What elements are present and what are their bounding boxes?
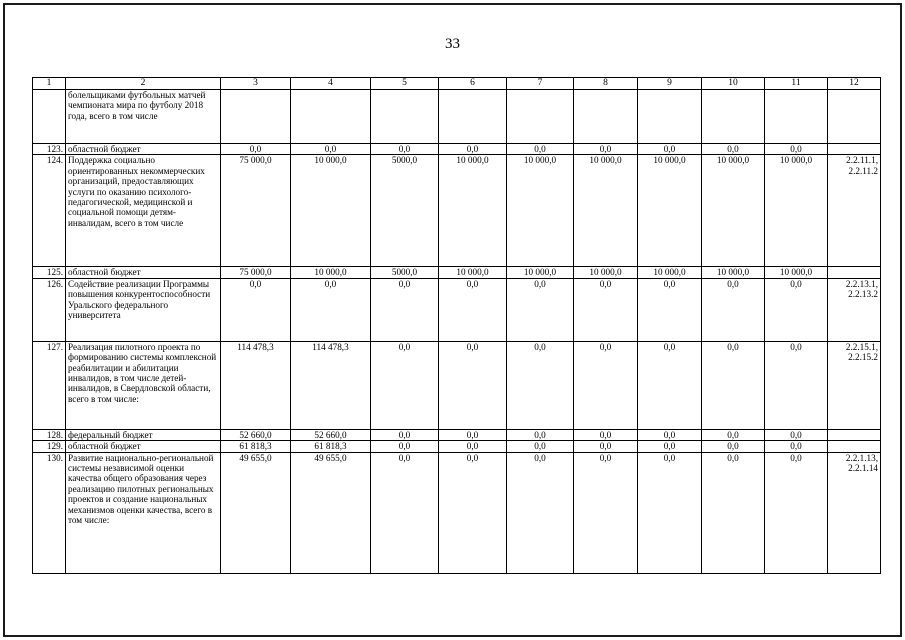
row-number [33, 90, 66, 144]
table-row [33, 90, 881, 144]
cell-value: 75 000,0 [221, 267, 291, 278]
cell-value: 0,0 [702, 278, 765, 341]
cell-value: 0,0 [574, 278, 638, 341]
cell-value: 114 478,3 [221, 341, 291, 429]
cell-value: 0,0 [765, 441, 828, 452]
cell-value: 61 818,3 [291, 441, 371, 452]
header-row [33, 78, 881, 90]
cell-value: 0,0 [439, 452, 507, 573]
cell-value: 0,0 [638, 429, 702, 440]
cell-value [507, 90, 574, 144]
cell-value: 10 000,0 [507, 267, 574, 278]
cell-value [702, 90, 765, 144]
cell-value [221, 90, 291, 144]
cell-value: 0,0 [507, 429, 574, 440]
col-header: 6 [439, 78, 507, 90]
cell-value [291, 90, 371, 144]
cell-value: 52 660,0 [221, 429, 291, 440]
row-number: 125. [33, 267, 66, 278]
cell-value: 0,0 [221, 144, 291, 155]
cell-value: 0,0 [574, 452, 638, 573]
cell-value: 0,0 [371, 144, 439, 155]
cell-reference [828, 429, 881, 440]
cell-value: 0,0 [439, 144, 507, 155]
cell-value: 0,0 [765, 278, 828, 341]
row-number: 123. [33, 144, 66, 155]
row-name: областной бюджет [66, 267, 221, 278]
cell-value: 0,0 [574, 429, 638, 440]
cell-value: 5000,0 [371, 267, 439, 278]
cell-value [574, 90, 638, 144]
cell-value: 0,0 [439, 441, 507, 452]
cell-value: 0,0 [765, 429, 828, 440]
table-row [33, 144, 881, 155]
cell-value: 0,0 [638, 452, 702, 573]
col-header: 7 [507, 78, 574, 90]
cell-value: 0,0 [638, 278, 702, 341]
cell-value [371, 90, 439, 144]
cell-value: 10 000,0 [702, 267, 765, 278]
cell-value [638, 90, 702, 144]
cell-value: 0,0 [574, 441, 638, 452]
col-header: 10 [702, 78, 765, 90]
cell-value: 75 000,0 [221, 155, 291, 267]
cell-value: 49 655,0 [291, 452, 371, 573]
col-header: 5 [371, 78, 439, 90]
cell-value: 0,0 [765, 144, 828, 155]
cell-value [765, 90, 828, 144]
cell-value: 0,0 [702, 429, 765, 440]
cell-value: 114 478,3 [291, 341, 371, 429]
row-name: областной бюджет [66, 144, 221, 155]
cell-value: 0,0 [371, 441, 439, 452]
cell-reference [828, 267, 881, 278]
cell-value: 0,0 [702, 341, 765, 429]
row-name: Поддержка социально ориентированных некоммерческих организаций, предоставляющих услуги по оказанию психолого-педагогической, медицинской и социальной помощи детям-инвалидам, всего в том числе [66, 155, 221, 267]
cell-value: 0,0 [507, 278, 574, 341]
cell-value: 10 000,0 [638, 155, 702, 267]
col-header: 12 [828, 78, 881, 90]
cell-value: 10 000,0 [291, 155, 371, 267]
table-row [33, 267, 881, 278]
cell-value: 10 000,0 [574, 155, 638, 267]
cell-value: 10 000,0 [439, 155, 507, 267]
cell-value: 0,0 [371, 452, 439, 573]
cell-value: 0,0 [371, 341, 439, 429]
cell-value: 0,0 [291, 144, 371, 155]
row-number: 130. [33, 452, 66, 573]
cell-value: 61 818,3 [221, 441, 291, 452]
row-name: болельщиками футбольных матчей чемпионата мира по футболу 2018 года, всего в том числе [66, 90, 221, 144]
cell-value: 10 000,0 [638, 267, 702, 278]
cell-value: 0,0 [507, 341, 574, 429]
cell-value: 0,0 [439, 341, 507, 429]
page-number: 33 [445, 36, 460, 52]
col-header: 8 [574, 78, 638, 90]
cell-value: 0,0 [638, 341, 702, 429]
cell-value: 0,0 [221, 278, 291, 341]
cell-value: 0,0 [507, 452, 574, 573]
table-row [33, 429, 881, 440]
cell-value: 49 655,0 [221, 452, 291, 573]
cell-value: 0,0 [439, 278, 507, 341]
cell-value: 10 000,0 [574, 267, 638, 278]
cell-value: 0,0 [574, 341, 638, 429]
cell-value: 0,0 [439, 429, 507, 440]
cell-reference: 2.2.1.13, 2.2.1.14 [828, 452, 881, 573]
cell-value: 0,0 [638, 441, 702, 452]
cell-value: 10 000,0 [439, 267, 507, 278]
col-header: 11 [765, 78, 828, 90]
row-number: 124. [33, 155, 66, 267]
col-header: 1 [33, 78, 66, 90]
cell-value: 0,0 [507, 144, 574, 155]
cell-value: 10 000,0 [702, 155, 765, 267]
cell-value: 10 000,0 [507, 155, 574, 267]
cell-reference [828, 90, 881, 144]
table-row [33, 155, 881, 267]
row-number: 129. [33, 441, 66, 452]
budget-table [32, 77, 881, 574]
row-name: Реализация пилотного проекта по формированию системы комплексной реабилитации и абилитации инвалидов, в том числе детей-инвалидов, в Свердловской области, всего в том числе: [66, 341, 221, 429]
cell-value: 10 000,0 [765, 155, 828, 267]
cell-value: 0,0 [765, 341, 828, 429]
row-number: 127. [33, 341, 66, 429]
col-header: 9 [638, 78, 702, 90]
cell-value: 0,0 [371, 429, 439, 440]
cell-reference: 2.2.13.1, 2.2.13.2 [828, 278, 881, 341]
row-number: 128. [33, 429, 66, 440]
cell-value: 52 660,0 [291, 429, 371, 440]
table-row [33, 452, 881, 573]
row-name: Содействие реализации Программы повышения конкурентоспособности Уральского федерального университета [66, 278, 221, 341]
col-header: 2 [66, 78, 221, 90]
cell-reference: 2.2.11.1, 2.2.11.2 [828, 155, 881, 267]
cell-reference: 2.2.15.1, 2.2.15.2 [828, 341, 881, 429]
cell-value: 10 000,0 [291, 267, 371, 278]
cell-value: 0,0 [371, 278, 439, 341]
cell-reference [828, 441, 881, 452]
col-header: 4 [291, 78, 371, 90]
table-row [33, 441, 881, 452]
cell-value: 5000,0 [371, 155, 439, 267]
cell-value: 0,0 [702, 452, 765, 573]
col-header: 3 [221, 78, 291, 90]
cell-value: 0,0 [765, 452, 828, 573]
row-number: 126. [33, 278, 66, 341]
table-row [33, 278, 881, 341]
cell-value: 0,0 [507, 441, 574, 452]
cell-value: 0,0 [291, 278, 371, 341]
cell-value: 0,0 [702, 144, 765, 155]
cell-value: 0,0 [638, 144, 702, 155]
cell-value: 0,0 [574, 144, 638, 155]
cell-value [439, 90, 507, 144]
row-name: Развитие национально-региональной системы независимой оценки качества общего образования через реализацию пилотных региональных проектов и создание национальных механизмов оценки качества, всего в том числе: [66, 452, 221, 573]
row-name: областной бюджет [66, 441, 221, 452]
table-row [33, 341, 881, 429]
cell-value: 10 000,0 [765, 267, 828, 278]
cell-reference [828, 144, 881, 155]
cell-value: 0,0 [702, 441, 765, 452]
row-name: федеральный бюджет [66, 429, 221, 440]
